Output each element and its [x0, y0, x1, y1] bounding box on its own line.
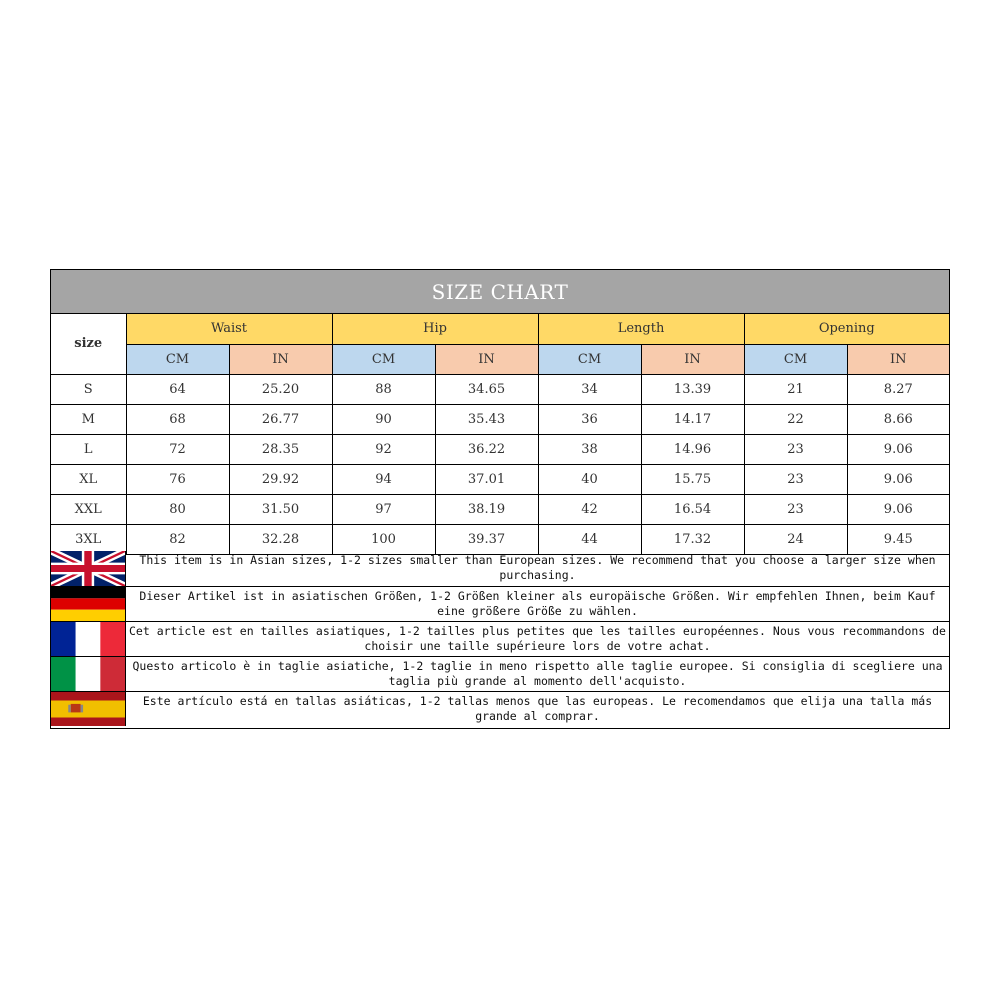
value-cell: 76 [126, 464, 229, 494]
value-cell: 68 [126, 404, 229, 434]
unit-header-in: IN [435, 344, 538, 374]
value-cell: 9.06 [847, 434, 949, 464]
unit-header-cm: CM [126, 344, 229, 374]
unit-header-in: IN [641, 344, 744, 374]
value-cell: 15.75 [641, 464, 744, 494]
value-cell: 23 [744, 434, 847, 464]
value-cell: 40 [538, 464, 641, 494]
table-row [51, 464, 949, 494]
value-cell: 25.20 [229, 374, 332, 404]
value-cell: 13.39 [641, 374, 744, 404]
unit-header-in: IN [847, 344, 949, 374]
unit-header-cm: CM [744, 344, 847, 374]
note-text: Dieser Artikel ist in asiatischen Größen, 1-2 Größen kleiner als europäische Größen. Wir empfehlen Ihnen, beim Kauf eine größere Größe zu wählen. [139, 589, 936, 618]
value-cell: 14.96 [641, 434, 744, 464]
unit-header-row [51, 344, 949, 374]
value-cell: 26.77 [229, 404, 332, 434]
value-cell: 97 [332, 494, 435, 524]
measure-header-waist: Waist [126, 314, 332, 344]
size-cell: XL [51, 464, 126, 494]
value-cell: 64 [126, 374, 229, 404]
unit-header-in: IN [229, 344, 332, 374]
value-cell: 9.06 [847, 494, 949, 524]
note-row-french [51, 621, 949, 656]
value-cell: 39.37 [435, 524, 538, 554]
size-cell: L [51, 434, 126, 464]
value-cell: 32.28 [229, 524, 332, 554]
value-cell: 37.01 [435, 464, 538, 494]
table-row [51, 374, 949, 404]
value-cell: 23 [744, 494, 847, 524]
value-cell: 72 [126, 434, 229, 464]
size-chart [50, 269, 950, 729]
value-cell: 94 [332, 464, 435, 494]
note-text: Questo articolo è in taglie asiatiche, 1-2 taglie in meno rispetto alle taglie europee. Si consiglia di scegliere una taglia più grande al momento dell'acquisto. [132, 659, 943, 688]
value-cell: 44 [538, 524, 641, 554]
value-cell: 29.92 [229, 464, 332, 494]
chart-title: SIZE CHART [51, 270, 949, 314]
value-cell: 14.17 [641, 404, 744, 434]
table-row [51, 494, 949, 524]
note-text: Cet article est en tailles asiatiques, 1-2 tailles plus petites que les tailles européennes. Nous vous recommandons de choisir une taille supérieure lors de votre achat. [129, 624, 946, 653]
value-cell: 24 [744, 524, 847, 554]
value-cell: 92 [332, 434, 435, 464]
germany-flag-icon [51, 587, 126, 621]
note-text: Este artículo está en tallas asiáticas, 1-2 tallas menos que las europeas. Le recomendamos que elija una talla más grande al comprar. [142, 694, 933, 723]
value-cell: 80 [126, 494, 229, 524]
france-flag-icon [51, 622, 126, 656]
measure-header-opening: Opening [744, 314, 949, 344]
value-cell: 23 [744, 464, 847, 494]
value-cell: 28.35 [229, 434, 332, 464]
table-row [51, 524, 949, 554]
value-cell: 38 [538, 434, 641, 464]
measure-header-hip: Hip [332, 314, 538, 344]
note-row-spanish [51, 691, 949, 726]
spain-flag-icon [51, 692, 126, 726]
value-cell: 35.43 [435, 404, 538, 434]
note-row-english [51, 551, 949, 586]
measure-header-length: Length [538, 314, 744, 344]
value-cell: 16.54 [641, 494, 744, 524]
value-cell: 36.22 [435, 434, 538, 464]
value-cell: 36 [538, 404, 641, 434]
value-cell: 88 [332, 374, 435, 404]
size-cell: M [51, 404, 126, 434]
value-cell: 31.50 [229, 494, 332, 524]
table-row [51, 434, 949, 464]
table-row [51, 404, 949, 434]
value-cell: 9.45 [847, 524, 949, 554]
size-cell: S [51, 374, 126, 404]
value-cell: 100 [332, 524, 435, 554]
value-cell: 34.65 [435, 374, 538, 404]
value-cell: 8.27 [847, 374, 949, 404]
value-cell: 82 [126, 524, 229, 554]
note-text: This item is in Asian sizes, 1-2 sizes smaller than European sizes. We recommend that you choose a larger size when purchasing. [139, 553, 936, 582]
size-column-header: size [51, 314, 126, 374]
size-cell: XXL [51, 494, 126, 524]
unit-header-cm: CM [332, 344, 435, 374]
value-cell: 90 [332, 404, 435, 434]
value-cell: 38.19 [435, 494, 538, 524]
unit-header-cm: CM [538, 344, 641, 374]
value-cell: 17.32 [641, 524, 744, 554]
measure-header-row [51, 314, 949, 344]
value-cell: 8.66 [847, 404, 949, 434]
value-cell: 42 [538, 494, 641, 524]
uk-flag-icon [51, 551, 126, 586]
value-cell: 34 [538, 374, 641, 404]
note-row-italian [51, 656, 949, 691]
value-cell: 9.06 [847, 464, 949, 494]
italy-flag-icon [51, 657, 126, 691]
note-row-german [51, 586, 949, 621]
value-cell: 22 [744, 404, 847, 434]
size-notes [51, 551, 949, 726]
value-cell: 21 [744, 374, 847, 404]
size-cell: 3XL [51, 524, 126, 554]
size-table [51, 314, 949, 555]
